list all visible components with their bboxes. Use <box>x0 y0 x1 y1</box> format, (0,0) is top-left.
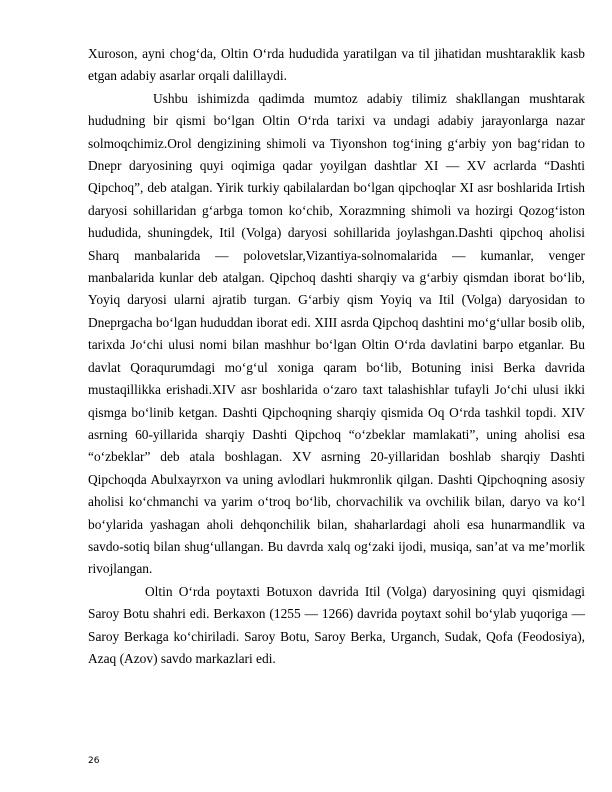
paragraph-dashti-qipchoq: Ushbu ishimizda qadimda mumtoz adabiy tilimiz shakllangan mushtarak hududning bir qismi bo‘lgan Oltin O‘rda tarixi va undagi adabiy jarayonlarga nazar solmoqchimiz.Orol dengizining shimoli va Tiyonshon tog‘ining g‘arbiy yon bag‘ridan to Dnepr daryosining quyi oqimiga qadar yoyilgan dashtlar XI — XV acrlarda “Dashti Qipchoq”, deb atalgan. Yirik turkiy qabilalardan bo‘lgan qipchoqlar XI asr boshlarida Irtish daryosi sohillaridan g‘arbga tomon ko‘chib, Xorazmning shimoli va hozirgi Qozog‘iston hududida, shuningdek, Itil (Volga) daryosi sohillarida joylashgan.Dashti qipchoq aholisi Sharq manbalarida — polovetslar,Vizantiya-solnomalarida — kumanlar, venger manbalarida kunlar deb atalgan. Qipchoq dashti sharqiy va g‘arbiy qismdan iborat bo‘lib, Yoyiq daryosi ularni ajratib turgan. G‘arbiy qism Yoyiq va Itil (Volga) daryosidan to Dneprgacha bo‘lgan hududdan iborat edi. XIII asrda Qipchoq dashtini mo‘g‘ullar bosib olib, tarixda Jo‘chi ulusi nomi bilan mashhur bo‘lgan Oltin O‘rda davlatini barpo etganlar. Bu davlat Qoraqurumdagi mo‘g‘ul xoniga qaram bo‘lib, Botuning inisi Berka davrida mustaqillikka erishadi.XIV asr boshlarida o‘zaro taxt talashishlar tufayli Jo‘chi ulusi ikki qismga bo‘linib ketgan. Dashti Qipchoqning sharqiy qismida Oq O‘rda tashkil topdi. XIV asrning 60-yillarida sharqiy Dashti Qipchoq “o‘zbeklar mamlakati”, uning aholisi esa “o‘zbeklar” deb atala boshlagan. XV asrning 20-yillaridan boshlab sharqiy Dashti Qipchoqda Abulxayrxon va uning avlodlari hukmronlik qilgan. Dashti Qipchoqning asosiy aholisi ko‘chmanchi va yarim o‘troq bo‘lib, chorvachilik va ovchilik bilan, daryo va ko‘l bo‘ylarida yashagan aholi dehqonchilik bilan, shaharlardagi aholi esa hunarmandlik va savdo-sotiq bilan shug‘ullangan. Bu davrda xalq og‘zaki ijodi, musiqa, san’at va me’morlik rivojlangan. <box>88 90 585 577</box>
paragraph-intro-continuation: Xuroson, ayni chog‘da, Oltin O‘rda hududida yaratilgan va til jihatidan mushtaraklik kasb etgan adabiy asarlar orqali dalillaydi. <box>88 46 585 84</box>
document-body <box>88 43 585 670</box>
paragraph-oltin-orda-capital: Oltin O‘rda poytaxti Botuxon davrida Itil (Volga) daryosining quyi qismidagi Saroy Botu shahri edi. Berkaxon (1255 — 1266) davrida poytaxt sohil bo‘ylab yuqoriga — Saroy Berkaga ko‘chiriladi. Saroy Botu, Saroy Berka, Urganch, Sudak, Qofa (Feodosiya), Azaq (Azov) savdo markazlari edi. <box>88 583 585 666</box>
page-number: 26 <box>88 756 100 766</box>
